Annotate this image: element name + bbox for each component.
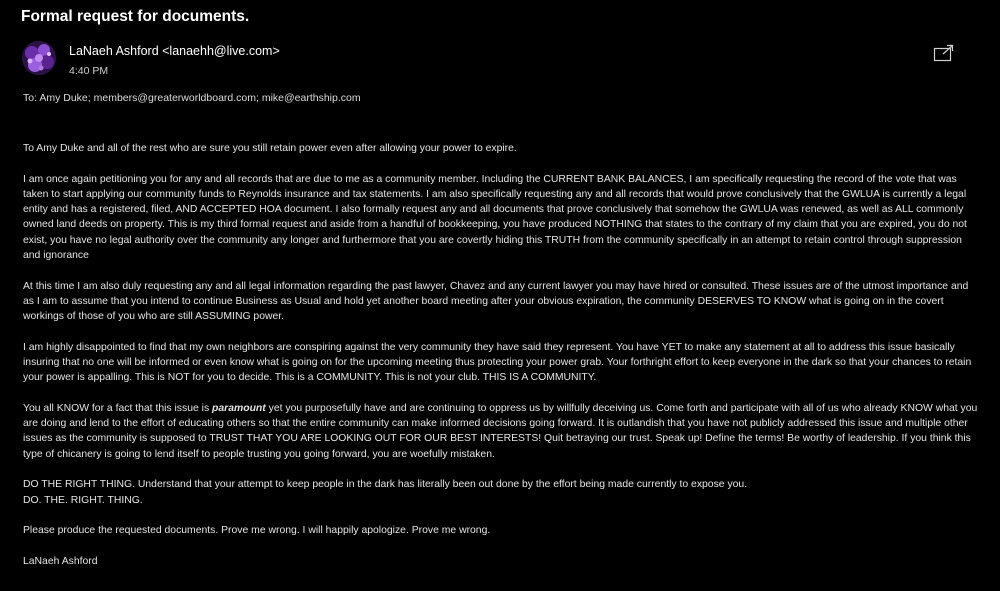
popout-window-icon[interactable] bbox=[932, 43, 956, 63]
p4-text-end: yet you purposefully have and are continuing to oppress us by willfully deceiving us. Come forth and participate with all of us who already KNOW what you are doing and lend to the effort of educating others so that the entire community can make informed decisions going forward. It is outlandish that you have not publicly addressed this issue and multiple other issues as the community is supposed to TRUST THAT YOU ARE LOOKING OUT FOR OUR BEST INTERESTS! Quit betraying our trust. Speak up! Define the terms! Be worthy of leadership. If you think this type of chicanery is going to lend itself to people trusting you going forward, you are woefully mistaken. bbox=[23, 403, 978, 460]
email-body bbox=[23, 141, 978, 585]
sender-name[interactable]: LaNaeh Ashford <lanaehh@live.com> bbox=[69, 44, 280, 58]
body-paragraph-3: I am highly disappointed to find that my own neighbors are conspiring against the very community they have said they represent. You have YET to make any statement at all to address this issue basically insuring that no one will be informed or even know what is going on for the upcoming meeting thus protecting your power grab. Your forthright effort to keep everyone in the dark so that your chances to retain your power is appalling. This is NOT for you to decide. This is a COMMUNITY. This is not your club. THIS IS A COMMUNITY. bbox=[23, 341, 972, 384]
body-paragraph-5-line-1: DO THE RIGHT THING. Understand that your attempt to keep people in the dark has literally been out done by the effort being made currently to expose you. bbox=[23, 479, 748, 491]
body-paragraph-2: At this time I am also duly requesting any and all legal information regarding the past lawyer, Chavez and any current lawyer you may have hired or consulted. These issues are of the utmost importance and as I am to assume that you intend to continue Business as Usual and hold yet another board meeting after your obvious expiration, the community DESERVES TO KNOW what is going on in the covert workings of those of you who are still ASSUMING power. bbox=[23, 280, 969, 323]
body-paragraph-6: Please produce the requested documents. Prove me wrong. I will happily apologize. Prove me wrong. bbox=[23, 525, 491, 537]
recipients-line: To: Amy Duke; members@greaterworldboard.com; mike@earthship.com bbox=[23, 92, 361, 104]
body-paragraph-4 bbox=[23, 401, 978, 462]
sent-time: 4:40 PM bbox=[69, 65, 109, 77]
body-greeting: To Amy Duke and all of the rest who are sure you still retain power even after allowing your power to expire. bbox=[23, 143, 517, 154]
sender-avatar[interactable] bbox=[22, 41, 56, 75]
body-paragraph-5-line-2: DO. THE. RIGHT. THING. bbox=[23, 494, 143, 506]
body-paragraph-1: I am once again petitioning you for any and all records that are due to me as a community member. Including the CURRENT BANK BALANCES, I am specifically requesting the record of the vote that was taken to start applying our community funds to Reynolds insurance and tax statements. I am also specifically requesting any and all records that would prove conclusively that the GWLUA is currently a legal entity and has a registered, filed, AND ACCEPTED HOA document. I also formally request any and all documents that prove conclusively that somehow the GWLUA was renewed, as well as ALL commonly owned land deeds on property. This is my third formal request and aside from a handful of bookkeeping, you have produced NOTHING that states to the contrary of my claim that you are expired, you do not exist, you have no legal authority over the community any longer and furthermore that you are covertly hiding this TRUTH from the community specifically in an attempt to retain control through suppression and ignorance bbox=[23, 173, 967, 261]
signature: LaNaeh Ashford bbox=[23, 556, 98, 568]
avatar-image bbox=[22, 41, 56, 75]
p4-emphasis: paramount bbox=[212, 403, 266, 415]
email-subject: Formal request for documents. bbox=[21, 8, 250, 25]
p4-text-start: You all KNOW for a fact that this issue is bbox=[23, 403, 213, 415]
